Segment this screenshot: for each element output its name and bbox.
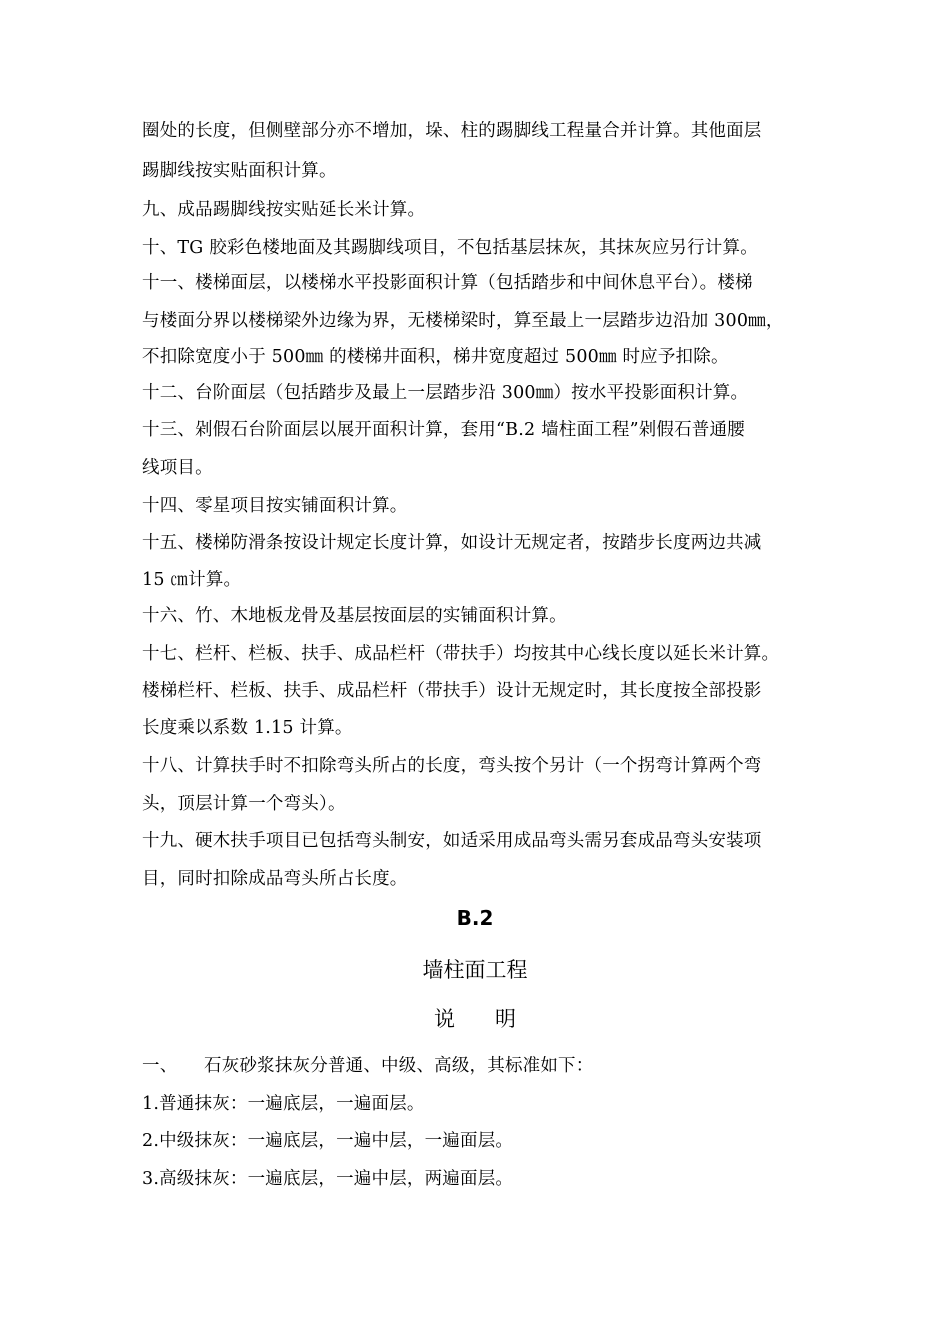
paragraph-line: 15 ㎝计算。 <box>142 570 242 590</box>
paragraph-line: 十七、栏杆、栏板、扶手、成品栏杆（带扶手）均按其中心线长度以延长米计算。 <box>142 644 780 664</box>
paragraph-line: 长度乘以系数 1.15 计算。 <box>142 718 353 738</box>
list-item: 2.中级抹灰：一遍底层，一遍中层，一遍面层。 <box>142 1131 514 1151</box>
paragraph-line: 十九、硬木扶手项目已包括弯头制安，如适采用成品弯头需另套成品弯头安装项 <box>142 831 762 851</box>
section-title: 墙柱面工程 <box>422 958 528 982</box>
section-subtitle: 说明 <box>434 1007 556 1031</box>
paragraph-line: 线项目。 <box>142 458 213 478</box>
list-item: 3.高级抹灰：一遍底层，一遍中层，两遍面层。 <box>142 1169 514 1189</box>
paragraph-line: 十五、楼梯防滑条按设计规定长度计算，如设计无规定者，按踏步长度两边共减 <box>142 533 762 553</box>
paragraph-line: 头，顶层计算一个弯头）。 <box>142 794 346 814</box>
paragraph-line: 十二、台阶面层（包括踏步及最上一层踏步沿 300㎜）按水平投影面积计算。 <box>142 383 749 403</box>
paragraph-line: 九、成品踢脚线按实贴延长米计算。 <box>142 200 426 220</box>
list-item: 1.普通抹灰：一遍底层，一遍面层。 <box>142 1094 425 1114</box>
paragraph-line: 十三、剁假石台阶面层以展开面积计算，套用“B.2 墙柱面工程”剁假石普通腰 <box>142 420 745 440</box>
paragraph-line: 十一、楼梯面层，以楼梯水平投影面积计算（包括踏步和中间休息平台）。楼梯 <box>142 273 753 293</box>
paragraph-line: 十六、竹、木地板龙骨及基层按面层的实铺面积计算。 <box>142 606 567 626</box>
paragraph-line: 目，同时扣除成品弯头所占长度。 <box>142 869 408 889</box>
section-code: B.2 <box>456 906 494 930</box>
list-item: 一、 石灰砂浆抹灰分普通、中级、高级，其标准如下： <box>142 1056 594 1076</box>
paragraph-line: 踢脚线按实贴面积计算。 <box>142 161 337 181</box>
paragraph-line: 不扣除宽度小于 500㎜ 的楼梯井面积，梯井宽度超过 500㎜ 时应予扣除。 <box>142 347 729 367</box>
paragraph-line: 与楼面分界以楼梯梁外边缘为界，无楼梯梁时，算至最上一层踏步边沿加 300㎜， <box>142 311 784 331</box>
paragraph-line: 十四、零星项目按实铺面积计算。 <box>142 496 408 516</box>
paragraph-line: 十八、计算扶手时不扣除弯头所占的长度，弯头按个另计（一个拐弯计算两个弯 <box>142 756 762 776</box>
paragraph-line: 十、TG 胶彩色楼地面及其踢脚线项目，不包括基层抹灰，其抹灰应另行计算。 <box>142 238 758 258</box>
paragraph-line: 圈处的长度，但侧壁部分亦不增加，垛、柱的踢脚线工程量合并计算。其他面层 <box>142 121 762 141</box>
paragraph-line: 楼梯栏杆、栏板、扶手、成品栏杆（带扶手）设计无规定时，其长度按全部投影 <box>142 681 762 701</box>
